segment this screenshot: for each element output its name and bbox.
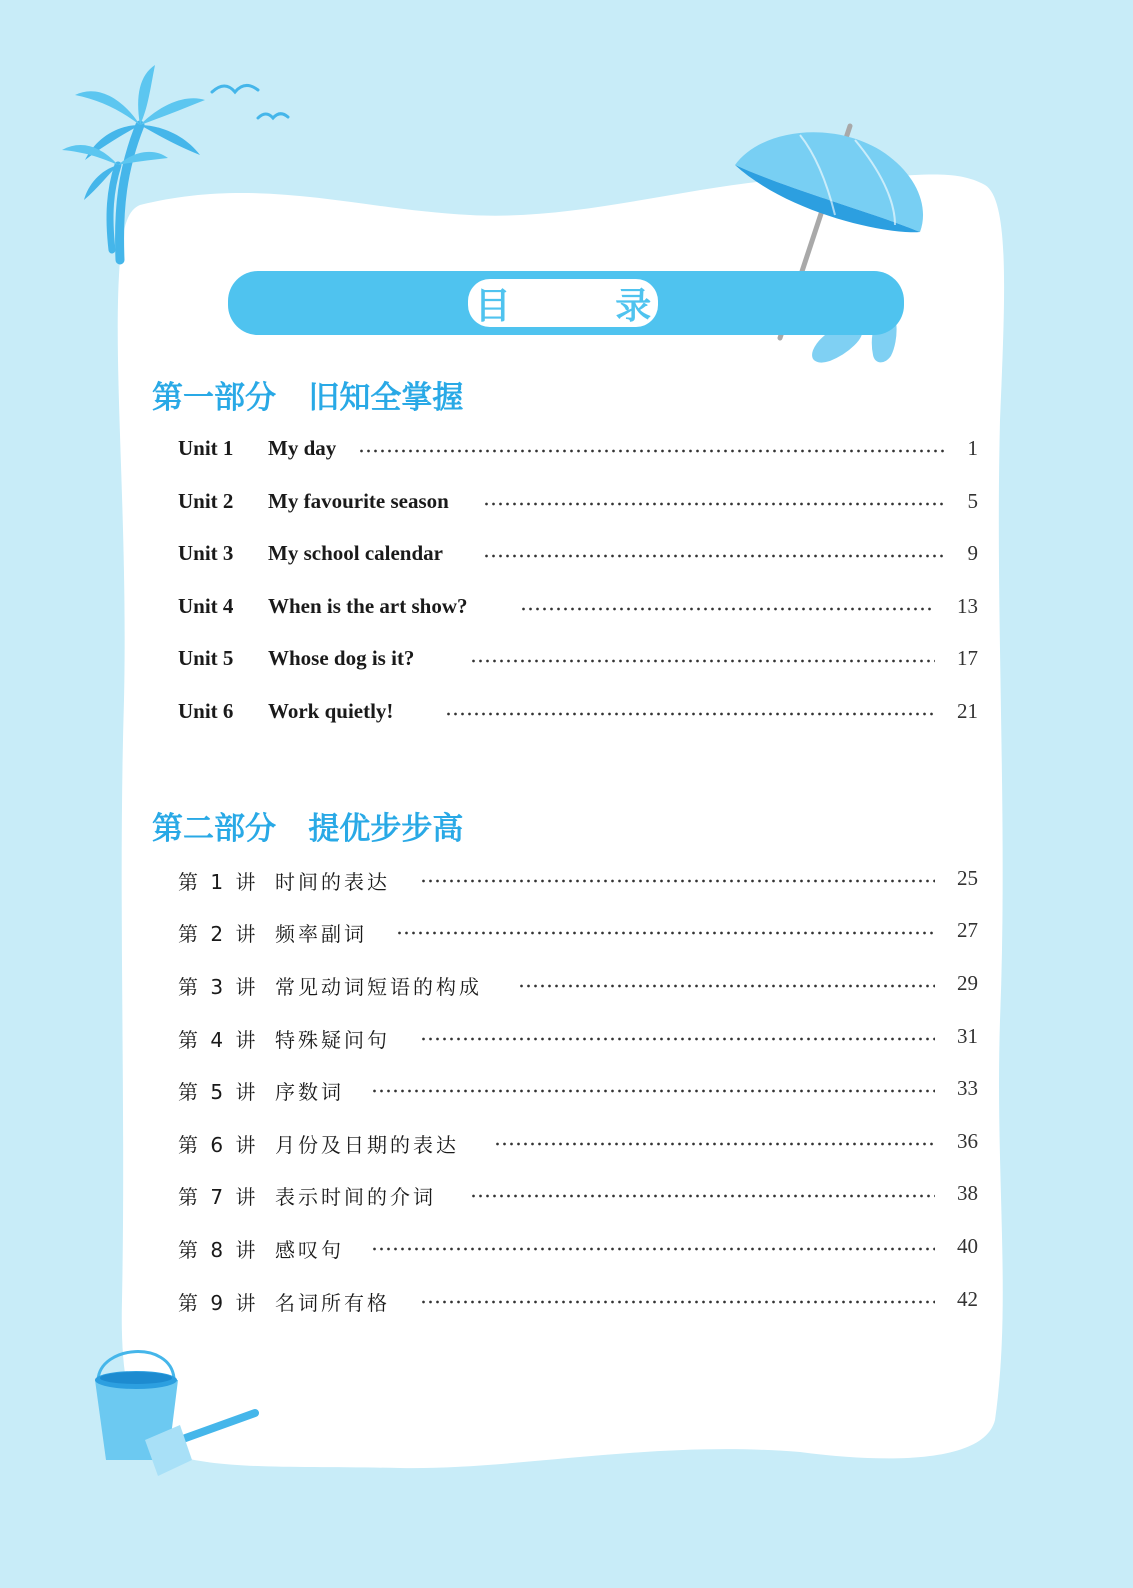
- entry-title: 时间的表达: [275, 870, 390, 894]
- entry-page: 9: [967, 541, 978, 565]
- entry-number: Unit 6: [178, 699, 234, 723]
- entry-number: 第 2 讲: [178, 922, 259, 946]
- dot-leader: [494, 1140, 935, 1148]
- dot-leader: [470, 1192, 935, 1200]
- entry-title: 常见动词短语的构成: [275, 975, 482, 999]
- entry-number: 第 6 讲: [178, 1133, 259, 1157]
- entry-title: 月份及日期的表达: [275, 1133, 459, 1157]
- toc-entry[interactable]: [178, 646, 978, 676]
- toc-entry[interactable]: [178, 436, 978, 466]
- entry-page: 27: [957, 918, 978, 942]
- toc-entry[interactable]: [178, 594, 978, 624]
- dot-leader: [470, 657, 935, 665]
- section-label: 第二部分: [152, 811, 276, 847]
- toc-entry[interactable]: [178, 1076, 978, 1106]
- entry-title: Work quietly!: [268, 699, 394, 723]
- entry-title: 表示时间的介词: [275, 1185, 436, 1209]
- dot-leader: [420, 1035, 935, 1043]
- entry-number: Unit 3: [178, 541, 234, 565]
- entry-page: 1: [967, 436, 978, 460]
- entry-title: My day: [268, 436, 337, 460]
- toc-entry[interactable]: [178, 971, 978, 1001]
- entry-page: 42: [957, 1287, 978, 1311]
- section-title: 提优步步高: [308, 811, 464, 847]
- entry-page: 33: [957, 1076, 978, 1100]
- entry-number: 第 4 讲: [178, 1028, 259, 1052]
- entry-page: 17: [957, 646, 978, 670]
- entry-number: 第 3 讲: [178, 975, 259, 999]
- dot-leader: [518, 982, 935, 990]
- dot-leader: [483, 500, 945, 508]
- toc-entry[interactable]: [178, 1024, 978, 1054]
- section-heading: [152, 372, 463, 417]
- dot-leader: [483, 552, 945, 560]
- entry-title: 频率副词: [275, 922, 367, 946]
- toc-entry[interactable]: [178, 541, 978, 571]
- entry-page: 29: [957, 971, 978, 995]
- toc-entry[interactable]: [178, 1129, 978, 1159]
- entry-number: 第 8 讲: [178, 1238, 259, 1262]
- entry-page: 21: [957, 699, 978, 723]
- toc-title-bar: [228, 271, 904, 335]
- section-title: 旧知全掌握: [308, 380, 464, 416]
- entry-page: 13: [957, 594, 978, 618]
- toc-entry[interactable]: [178, 918, 978, 948]
- entry-page: 5: [967, 489, 978, 513]
- entry-title: My favourite season: [268, 489, 449, 513]
- entry-number: Unit 1: [178, 436, 234, 460]
- toc-entry[interactable]: [178, 1234, 978, 1264]
- entry-page: 31: [957, 1024, 978, 1048]
- entry-number: 第 5 讲: [178, 1080, 259, 1104]
- entry-title: 序数词: [275, 1080, 344, 1104]
- entry-page: 25: [957, 866, 978, 890]
- entry-number: 第 7 讲: [178, 1185, 259, 1209]
- page-title: 目 录: [474, 285, 698, 327]
- dot-leader: [371, 1087, 935, 1095]
- dot-leader: [396, 929, 935, 937]
- dot-leader: [371, 1245, 935, 1253]
- seagull-icon: [212, 85, 288, 118]
- entry-number: Unit 5: [178, 646, 234, 670]
- entry-title: 感叹句: [275, 1238, 344, 1262]
- toc-entry[interactable]: [178, 866, 978, 896]
- toc-entry[interactable]: [178, 489, 978, 519]
- dot-leader: [445, 710, 935, 718]
- dot-leader: [420, 1298, 935, 1306]
- toc-title-pill: [468, 279, 698, 327]
- entry-title: 特殊疑问句: [275, 1028, 390, 1052]
- toc-entry[interactable]: [178, 699, 978, 729]
- entry-title: 名词所有格: [275, 1291, 390, 1315]
- dot-leader: [358, 447, 945, 455]
- toc-entry[interactable]: [178, 1287, 978, 1317]
- dot-leader: [520, 605, 935, 613]
- entry-title: My school calendar: [268, 541, 443, 565]
- entry-number: 第 9 讲: [178, 1291, 259, 1315]
- entry-number: Unit 4: [178, 594, 234, 618]
- entry-page: 36: [957, 1129, 978, 1153]
- entry-page: 40: [957, 1234, 978, 1258]
- entry-page: 38: [957, 1181, 978, 1205]
- entry-number: 第 1 讲: [178, 870, 259, 894]
- entry-title: When is the art show?: [268, 594, 468, 618]
- section-label: 第一部分: [152, 380, 276, 416]
- entry-number: Unit 2: [178, 489, 234, 513]
- toc-entry[interactable]: [178, 1181, 978, 1211]
- section-heading: [152, 803, 463, 848]
- dot-leader: [420, 877, 935, 885]
- entry-title: Whose dog is it?: [268, 646, 415, 670]
